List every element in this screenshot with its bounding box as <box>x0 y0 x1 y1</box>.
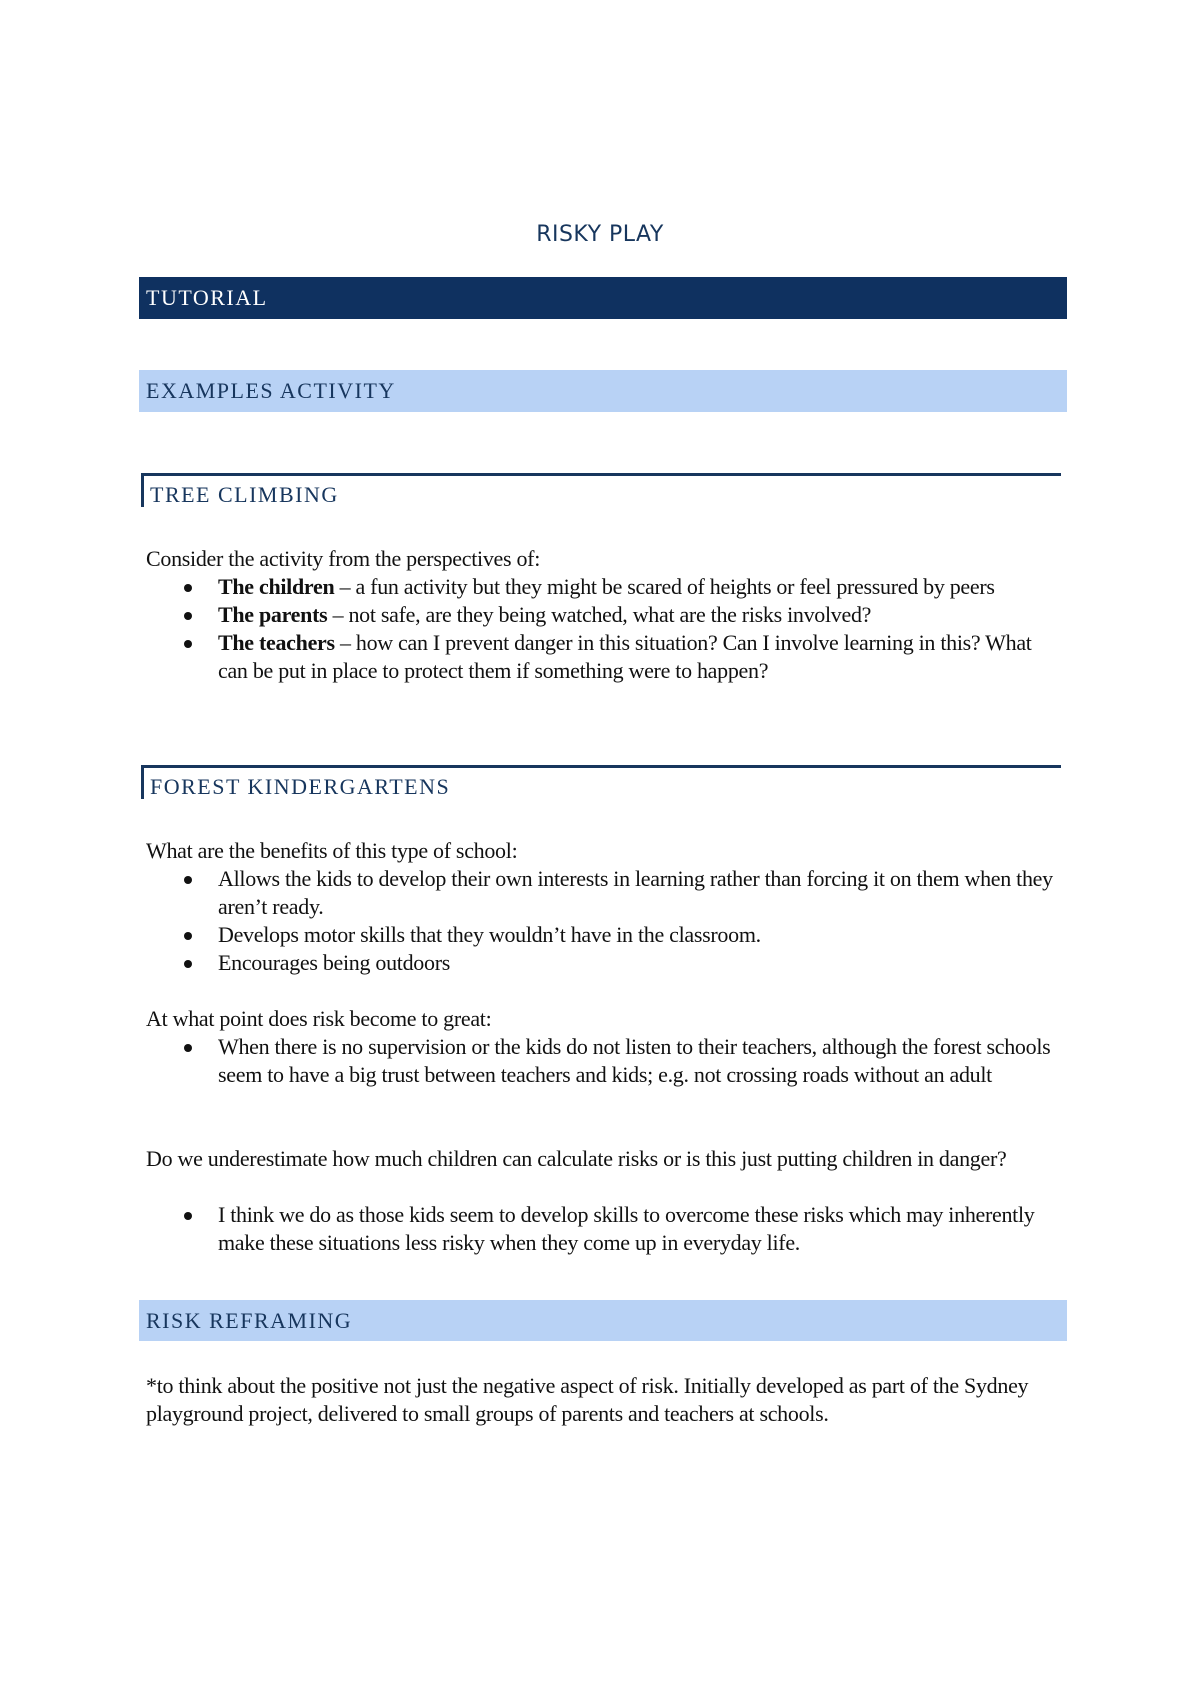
benefit-text: Encourages being outdoors <box>218 950 450 975</box>
benefits-question: What are the benefits of this type of school: <box>146 838 518 863</box>
list-item <box>146 949 1066 977</box>
risk-reframing-label: RISK REFRAMING <box>146 1307 353 1333</box>
bullet-icon <box>184 876 192 884</box>
tree-climbing-heading-label: TREE CLIMBING <box>150 482 339 507</box>
list-item <box>146 573 1066 601</box>
bullet-icon <box>184 584 192 592</box>
tutorial-band-label: TUTORIAL <box>146 285 268 310</box>
risk-answer-text: When there is no supervision or the kids do not listen to their teachers, although the forest schools seem to have a big trust between teachers and kids; e.g. not crossing roads without an adult <box>218 1034 1051 1087</box>
underestimate-answer-text: I think we do as those kids seem to develop skills to overcome these risks which may inherently make these situations less risky when they come up in everyday life. <box>218 1202 1035 1255</box>
perspectives-list <box>146 573 1066 685</box>
list-item <box>146 629 1066 685</box>
benefit-text: Develops motor skills that they wouldn’t have in the classroom. <box>218 922 761 947</box>
list-item <box>146 865 1066 921</box>
document-title: RISKY PLAY <box>536 222 664 247</box>
list-item <box>146 601 1066 629</box>
perspective-text: – how can I prevent danger in this situation? Can I involve learning in this? What can be put in place to protect them if something were to happen? <box>218 630 1032 683</box>
tree-climbing-heading <box>141 473 1061 507</box>
bullet-icon <box>184 932 192 940</box>
tutorial-band <box>139 277 1067 319</box>
list-item <box>146 921 1066 949</box>
bullet-icon <box>184 640 192 648</box>
risk-reframing-text: *to think about the positive not just the negative aspect of risk. Initially developed as part of the Sydney playground project, delivered to small groups of parents and teachers at schools. <box>146 1373 1029 1426</box>
list-item <box>146 1201 1066 1257</box>
bullet-icon <box>184 960 192 968</box>
forest-kindergartens-heading <box>141 765 1061 799</box>
bullet-icon <box>184 1044 192 1052</box>
bullet-icon <box>184 612 192 620</box>
perspective-label: The children <box>218 574 335 599</box>
tree-climbing-intro: Consider the activity from the perspectives of: <box>146 546 541 571</box>
underestimate-answers-list <box>146 1201 1066 1257</box>
perspective-label: The teachers <box>218 630 335 655</box>
risk-answers-list <box>146 1033 1066 1089</box>
examples-activity-band <box>139 370 1067 412</box>
bullet-icon <box>184 1212 192 1220</box>
benefit-text: Allows the kids to develop their own interests in learning rather than forcing it on them when they aren’t ready. <box>218 866 1053 919</box>
list-item <box>146 1033 1066 1089</box>
perspective-text: – not safe, are they being watched, what are the risks involved? <box>327 602 872 627</box>
underestimate-question: Do we underestimate how much children can calculate risks or is this just putting children in danger? <box>146 1146 1007 1171</box>
benefits-list <box>146 865 1066 977</box>
perspective-text: – a fun activity but they might be scared of heights or feel pressured by peers <box>334 574 995 599</box>
risk-question: At what point does risk become to great: <box>146 1006 492 1031</box>
risk-reframing-band <box>139 1300 1067 1341</box>
examples-activity-label: EXAMPLES ACTIVITY <box>146 378 396 403</box>
forest-kindergartens-heading-label: FOREST KINDERGARTENS <box>150 774 451 799</box>
perspective-label: The parents <box>218 602 328 627</box>
